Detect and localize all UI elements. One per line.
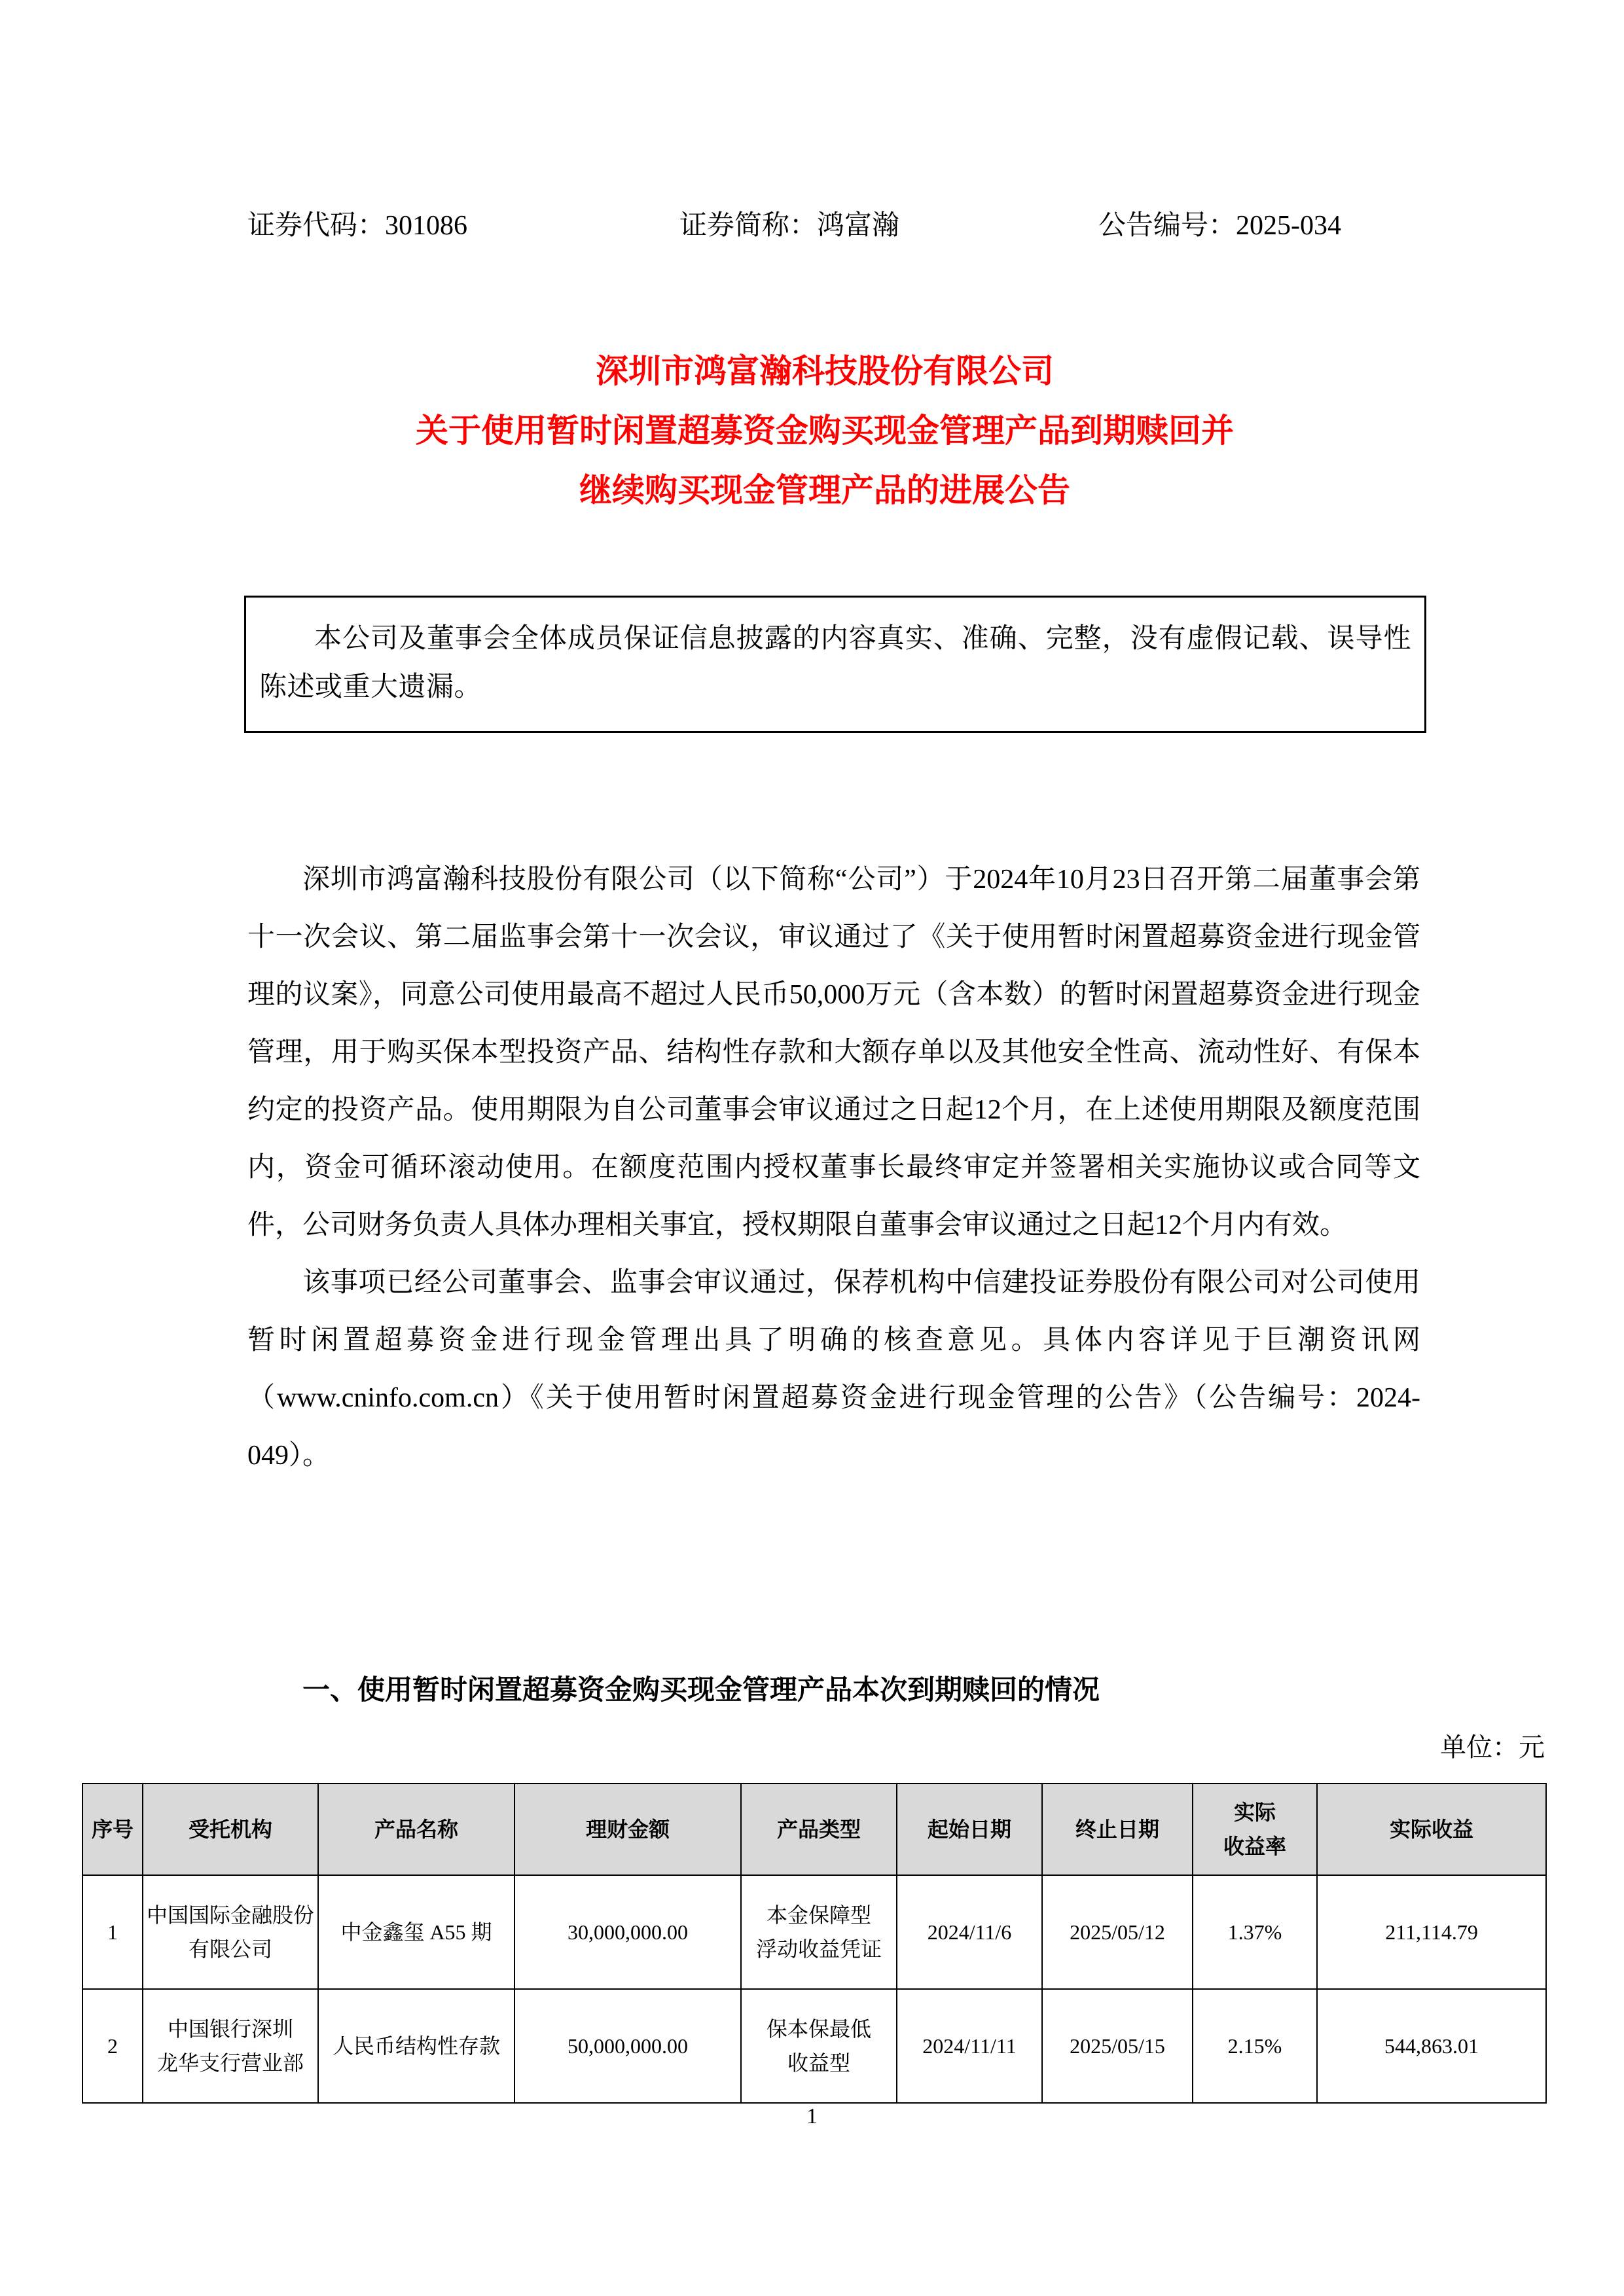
cell-amount: 30,000,000.00: [514, 1875, 741, 1989]
table-header-row: [82, 1784, 1546, 1875]
security-code: 证券代码：301086: [247, 211, 468, 241]
title-line-2: 关于使用暂时闲置超募资金购买现金管理产品到期赎回并: [416, 412, 1234, 449]
redemption-table: [82, 1783, 1547, 2104]
th-actual-rate-line-1: 实际: [1233, 1801, 1276, 1824]
announcement-number: 公告编号：2025-034: [1098, 211, 1341, 241]
cell-actual-income: 544,863.01: [1317, 1989, 1546, 2103]
cell-end-date: 2025/05/15: [1042, 1989, 1193, 2103]
table-unit-note: 单位：元: [1440, 1732, 1545, 1762]
th-amount: 理财金额: [514, 1784, 741, 1875]
table-row: [82, 1875, 1546, 1989]
th-product-type: 产品类型: [741, 1784, 897, 1875]
title-line-3: 继续购买现金管理产品的进展公告: [579, 472, 1070, 509]
body-content: [247, 851, 1420, 1484]
th-start-date: 起始日期: [897, 1784, 1042, 1875]
cell-product-type: [741, 1875, 897, 1989]
cell-actual-income: 211,114.79: [1317, 1875, 1546, 1989]
th-actual-rate-line-2: 收益率: [1223, 1835, 1286, 1858]
cell-product-type: [741, 1989, 897, 2103]
body-paragraph-2: 该事项已经公司董事会、监事会审议通过，保荐机构中信建投证券股份有限公司对公司使用暂时闲置超募资金进行现金管理出具了明确的核查意见。具体内容详见于巨潮资讯网（www.cninfo.com.cn）《关于使用暂时闲置超募资金进行现金管理的公告》（公告编号：2024-049）。: [247, 1268, 1420, 1471]
title-line-1: 深圳市鸿富瀚科技股份有限公司: [596, 353, 1054, 389]
cell-start-date: 2024/11/6: [897, 1875, 1042, 1989]
th-index: 序号: [82, 1784, 143, 1875]
disclaimer-text: 本公司及董事会全体成员保证信息披露的内容真实、准确、完整，没有虚假记载、误导性陈述或重大遗漏。: [259, 624, 1411, 702]
section-heading-1: 一、使用暂时闲置超募资金购买现金管理产品本次到期赎回的情况: [302, 1674, 1100, 1705]
page-number: 1: [806, 2104, 818, 2128]
cell-institution: [143, 1989, 318, 2103]
cell-institution-line-1: 中国银行深圳: [167, 2017, 293, 2041]
cell-institution: [143, 1875, 318, 1989]
cell-amount: 50,000,000.00: [514, 1989, 741, 2103]
cell-index: 1: [82, 1875, 143, 1989]
th-end-date: 终止日期: [1042, 1784, 1193, 1875]
table-row: [82, 1989, 1546, 2103]
cell-product-type-line-1: 本金保障型: [766, 1903, 871, 1927]
cell-institution-line-2: 龙华支行营业部: [156, 2051, 304, 2075]
cell-institution-line-1: 中国国际金融股份: [146, 1903, 314, 1927]
table-body: [82, 1875, 1546, 2103]
cell-index: 2: [82, 1989, 143, 2103]
th-actual-income: 实际收益: [1317, 1784, 1546, 1875]
cell-product-name: 中金鑫玺 A55 期: [318, 1875, 514, 1989]
announcement-title: [216, 347, 1434, 526]
cell-end-date: 2025/05/12: [1042, 1875, 1193, 1989]
cell-product-type-line-2: 收益型: [787, 2051, 850, 2075]
cell-product-type-line-2: 浮动收益凭证: [755, 1937, 882, 1961]
cell-product-type-line-1: 保本保最低: [766, 2017, 871, 2041]
cell-start-date: 2024/11/11: [897, 1989, 1042, 2103]
disclaimer-box: [244, 596, 1426, 733]
cell-institution-line-2: 有限公司: [188, 1937, 272, 1961]
table-header: [82, 1784, 1546, 1875]
cell-actual-rate: 2.15%: [1193, 1989, 1317, 2103]
redemption-table-container: [82, 1783, 1545, 2104]
cell-actual-rate: 1.37%: [1193, 1875, 1317, 1989]
cell-product-name: 人民币结构性存款: [318, 1989, 514, 2103]
document-header: [247, 209, 1426, 242]
body-paragraph-1: 深圳市鸿富瀚科技股份有限公司（以下简称“公司”）于2024年10月23日召开第二届董事会第十一次会议、第二届监事会第十一次会议，审议通过了《关于使用暂时闲置超募资金进行现金管理的议案》，同意公司使用最高不超过人民币50,000万元（含本数）的暂时闲置超募资金进行现金管理，用于购买保本型投资产品、结构性存款和大额存单以及其他安全性高、流动性好、有保本约定的投资产品。使用期限为自公司董事会审议通过之日起12个月，在上述使用期限及额度范围内，资金可循环滚动使用。在额度范围内授权董事长最终审定并签署相关实施协议或合同等文件，公司财务负责人具体办理相关事宜，授权期限自董事会审议通过之日起12个月内有效。: [247, 865, 1420, 1240]
security-abbreviation: 证券简称：鸿富瀚: [679, 211, 900, 241]
th-product-name: 产品名称: [318, 1784, 514, 1875]
th-institution: 受托机构: [143, 1784, 318, 1875]
th-actual-rate: [1193, 1784, 1317, 1875]
